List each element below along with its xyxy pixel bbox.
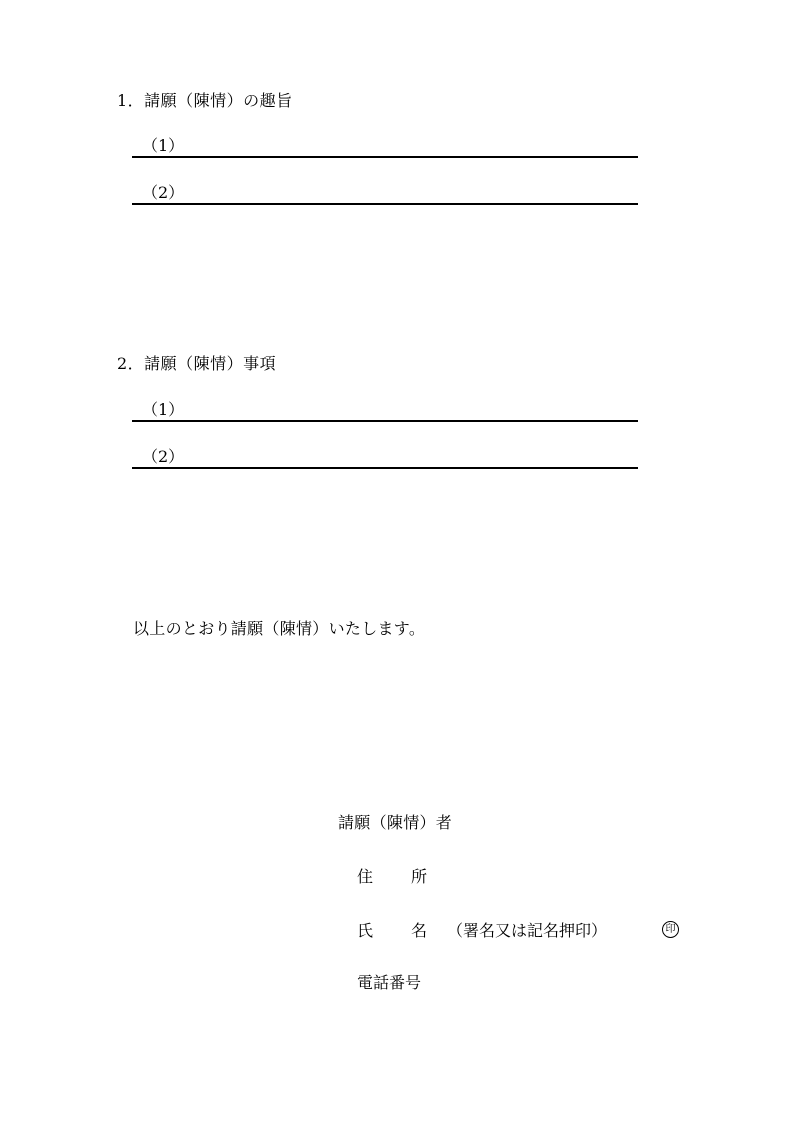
section1-item-1-line[interactable] (132, 130, 638, 158)
phone-label: 電話番号 (357, 973, 422, 992)
section2-item-2-line[interactable] (132, 441, 638, 469)
seal-mark-text: 印 (662, 921, 679, 938)
section2-item-1-line[interactable] (132, 394, 638, 422)
name-note: （署名又は記名押印） (447, 921, 608, 940)
section1-item-2-line[interactable] (132, 177, 638, 205)
section2-heading: 2．請願（陳情）事項 (117, 354, 277, 373)
closing-statement: 以上のとおり請願（陳情）いたします。 (133, 619, 426, 638)
seal-mark-icon (662, 919, 679, 938)
name-label: 氏名 (357, 921, 466, 940)
section2-item-1-label: （1） (142, 400, 185, 419)
address-label: 住所 (357, 867, 466, 886)
section1-heading: 1．請願（陳情）の趣旨 (117, 91, 293, 110)
section1-item-2-label: （2） (142, 183, 185, 202)
petitioner-title: 請願（陳情）者 (338, 813, 453, 832)
section1-item-1-label: （1） (142, 136, 185, 155)
section2-item-2-label: （2） (142, 447, 185, 466)
